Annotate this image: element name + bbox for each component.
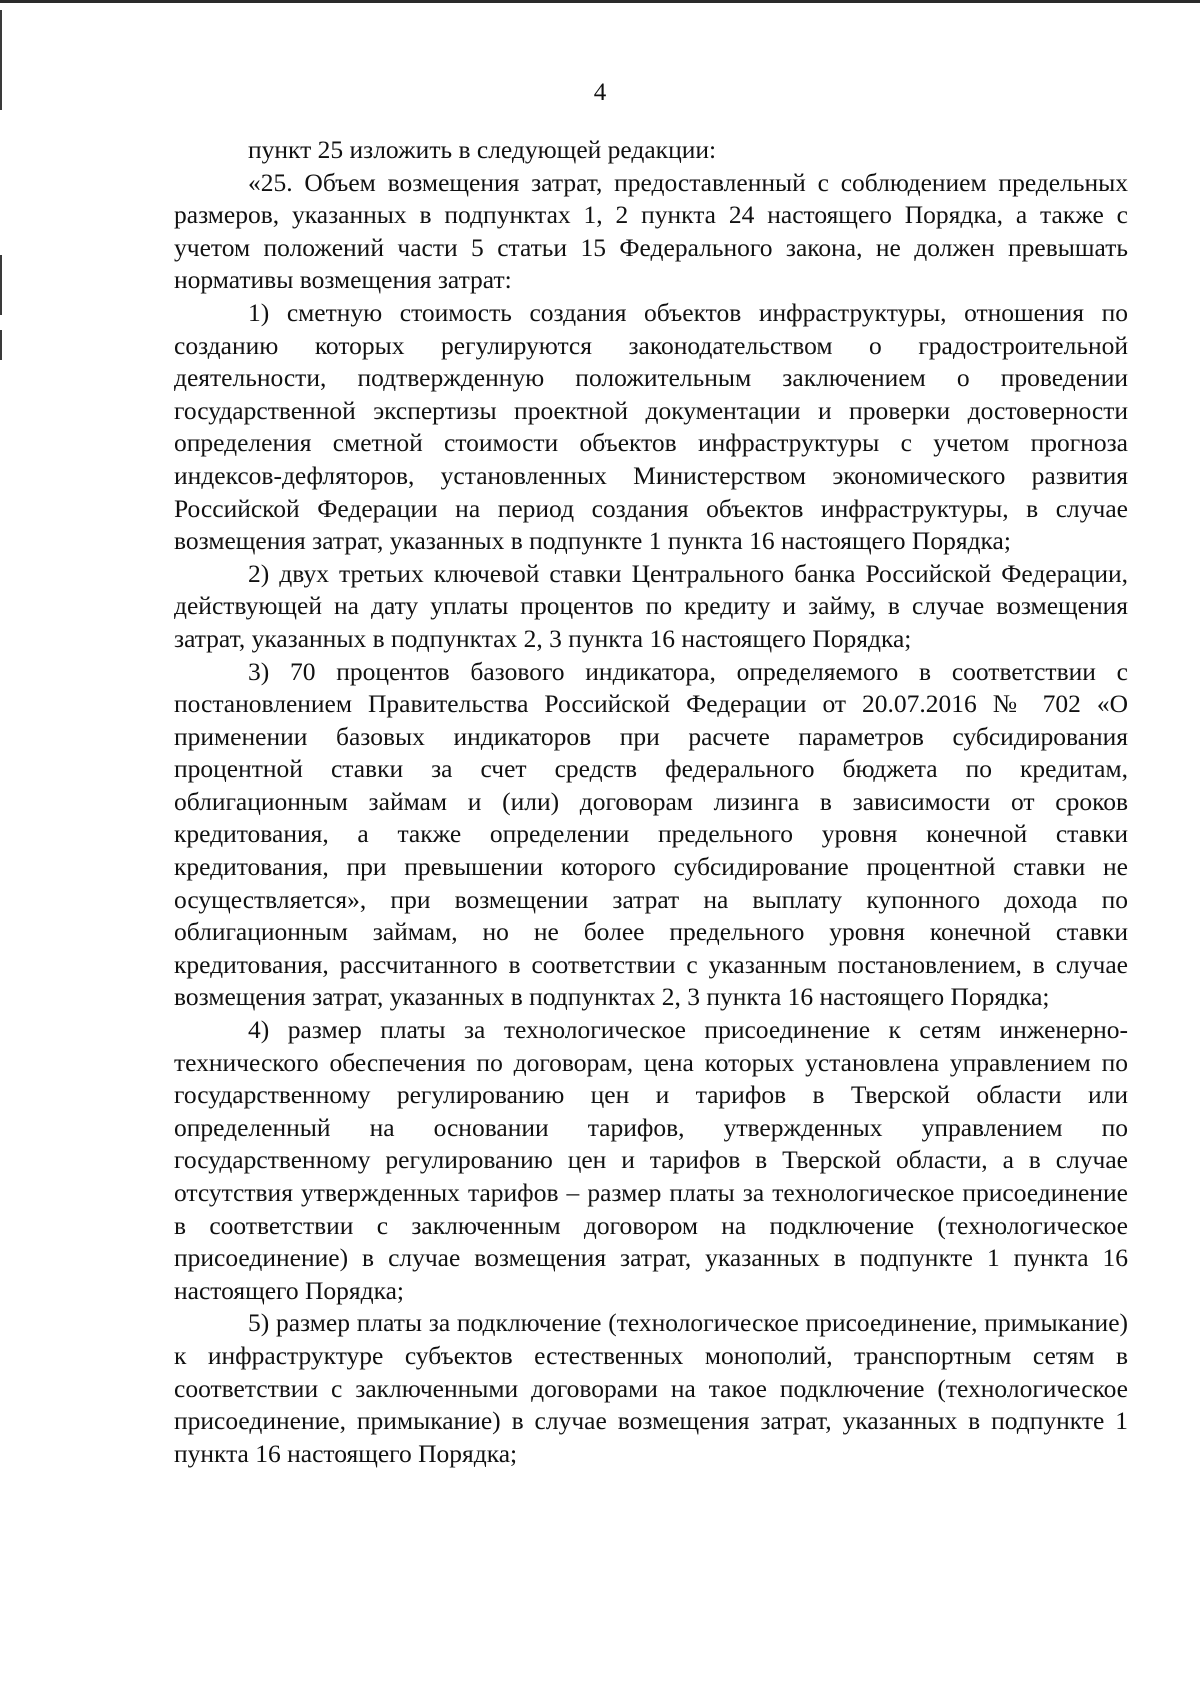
item-1-paragraph: 1) сметную стоимость создания объектов инфраструктуры, отношения по созданию которых регулируются законодательством о градостроительной деятельности, подтвержденную положительным заключением о проведении государственной экспертизы проектной документации и проверки достоверности определения сметной стоимости объектов инфраструктуры с учетом прогноза индексов-дефляторов, установленных Министерством экономического развития Российской Федерации на период создания объектов инфраструктуры, в случае возмещения затрат, указанных в подпункте 1 пункта 16 настоящего Порядка; [174,297,1128,556]
page-number: 4 [593,79,607,106]
item-4-paragraph: 4) размер платы за технологическое присоединение к сетям инженерно-технического обеспечения по договорам, цена которых установлена управлением по государственному регулированию цен и тарифов в Тверской области или определенный на основании тарифов, утвержденных управлением по государственному регулированию цен и тарифов в Тверской области, а в случае отсутствия утвержденных тарифов – размер платы за технологическое присоединение в соответствии с заключенным договором на подключение (технологическое присоединение) в случае возмещения затрат, указанных в подпункте 1 пункта 16 настоящего Порядка; [174,1015,1128,1305]
item-3-paragraph: 3) 70 процентов базового индикатора, определяемого в соответствии с постановлением Правительства Российской Федерации от 20.07.2016 № 702 «О применении базовых индикаторов при расчете параметров субсидирования процентной ставки за счет средств федерального бюджета по кредитам, облигационным займам и (или) договорам лизинга в зависимости от сроков кредитования, а также определении предельного уровня конечной ставки кредитования, при превышении которого субсидирование процентной ставки не осуществляется», при возмещении затрат на выплату купонного дохода по облигационным займам, но не более предельного уровня конечной ставки кредитования, рассчитанного в соответствии с указанным постановлением, в случае возмещения затрат, указанных в подпунктах 2, 3 пункта 16 настоящего Порядка; [174,656,1128,1012]
item-2-paragraph: 2) двух третьих ключевой ставки Центрального банка Российской Федерации, действующей на дату уплаты процентов по кредиту и займу, в случае возмещения затрат, указанных в подпунктах 2, 3 пункта 16 настоящего Порядка; [174,558,1128,653]
scan-margin-mark [0,255,2,315]
item-5-paragraph: 5) размер платы за подключение (технологическое присоединение, примыкание) к инфраструктуре субъектов естественных монополий, транспортным сетям в соответствии с заключенными договорами на такое подключение (технологическое присоединение, примыкание) в случае возмещения затрат, указанных в подпункте 1 пункта 16 настоящего Порядка; [174,1308,1128,1468]
scan-margin-mark [0,330,2,360]
document-body [174,134,1128,1470]
intro-paragraph: пункт 25 изложить в следующей редакции: [248,135,717,164]
clause-25-paragraph: «25. Объем возмещения затрат, предоставленный с соблюдением предельных размеров, указанных в подпунктах 1, 2 пункта 24 настоящего Порядка, а также с учетом положений части 5 статьи 15 Федерального закона, не должен превышать нормативы возмещения затрат: [174,167,1128,295]
scan-edge-line [0,0,1200,3]
